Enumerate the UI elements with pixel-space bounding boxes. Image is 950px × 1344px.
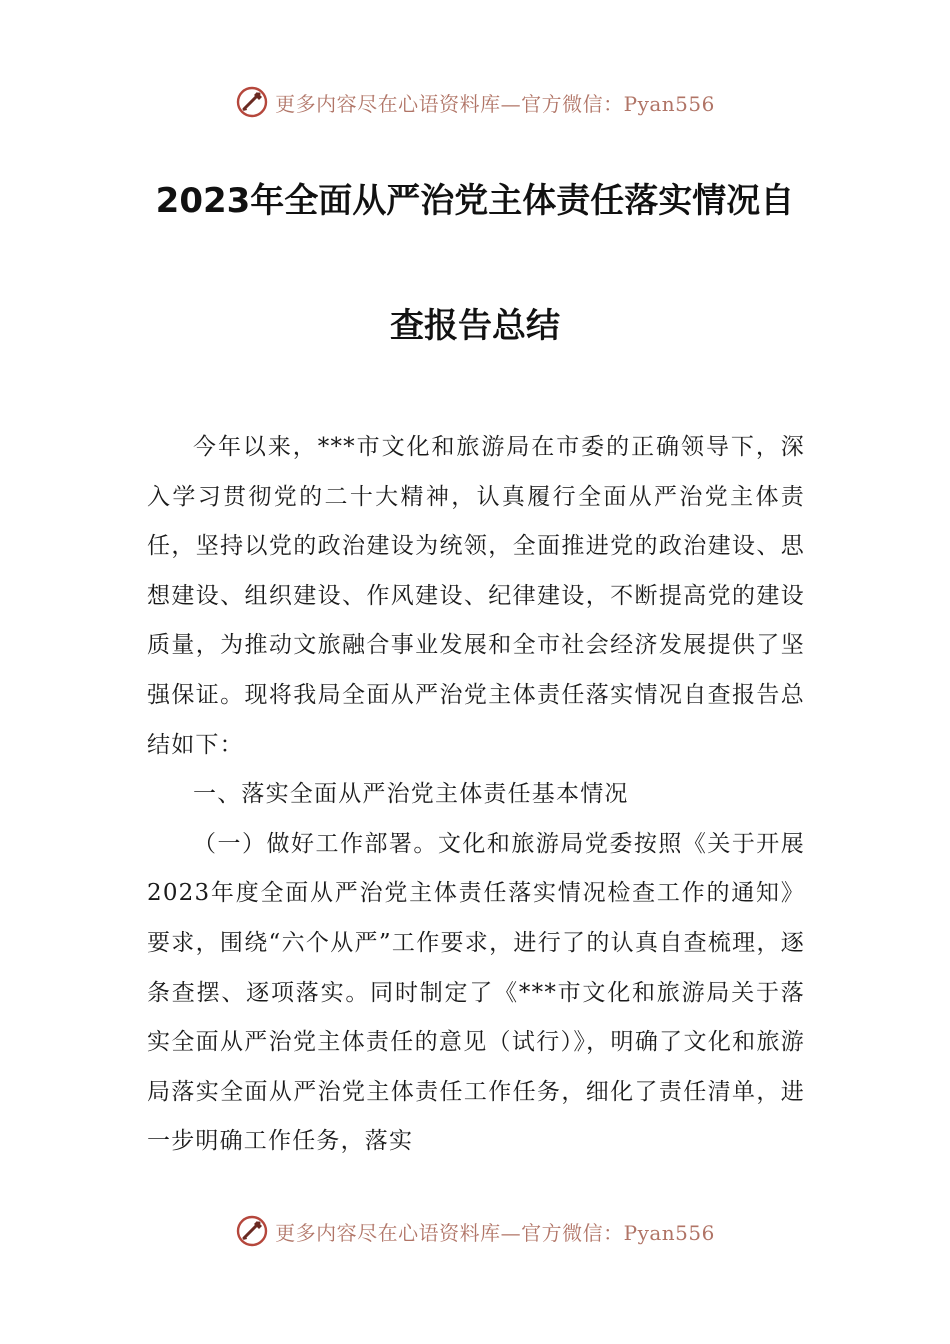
pen-logo-icon (235, 85, 269, 119)
document-body (147, 423, 805, 1167)
subsection-paragraph: （一）做好工作部署。文化和旅游局党委按照《关于开展2023年度全面从严治党主体责任落实情况检查工作的通知》要求，围绕“六个从严”工作要求，进行了的认真自查梳理，逐条查摆、逐项落实。同时制定了《***市文化和旅游局关于落实全面从严治党主体责任的意见（试行）》，明确了文化和旅游局落实全面从严治党主体责任工作任务，细化了责任清单，进一步明确工作任务，落实 (147, 830, 805, 1155)
watermark-banner-top (0, 82, 950, 122)
document-title-line-2: 查报告总结 (390, 306, 560, 346)
section-heading: 一、落实全面从严治党主体责任基本情况 (193, 781, 629, 808)
pen-logo-icon (235, 1214, 269, 1248)
watermark-banner-bottom (0, 1211, 950, 1251)
intro-paragraph: 今年以来，***市文化和旅游局在市委的正确领导下，深入学习贯彻党的二十大精神，认真履行全面从严治党主体责任，坚持以党的政治建设为统领，全面推进党的政治建设、思想建设、组织建设、作风建设、纪律建设，不断提高党的建设质量，为推动文旅融合事业发展和全市社会经济发展提供了坚强保证。现将我局全面从严治党主体责任落实情况自查报告总结如下： (147, 434, 805, 758)
watermark-text: 更多内容尽在心语资料库—官方微信：Pyan556 (275, 91, 715, 116)
document-title-line-1: 2023年全面从严治党主体责任落实情况自 (155, 181, 795, 221)
watermark-text: 更多内容尽在心语资料库—官方微信：Pyan556 (275, 1220, 715, 1245)
